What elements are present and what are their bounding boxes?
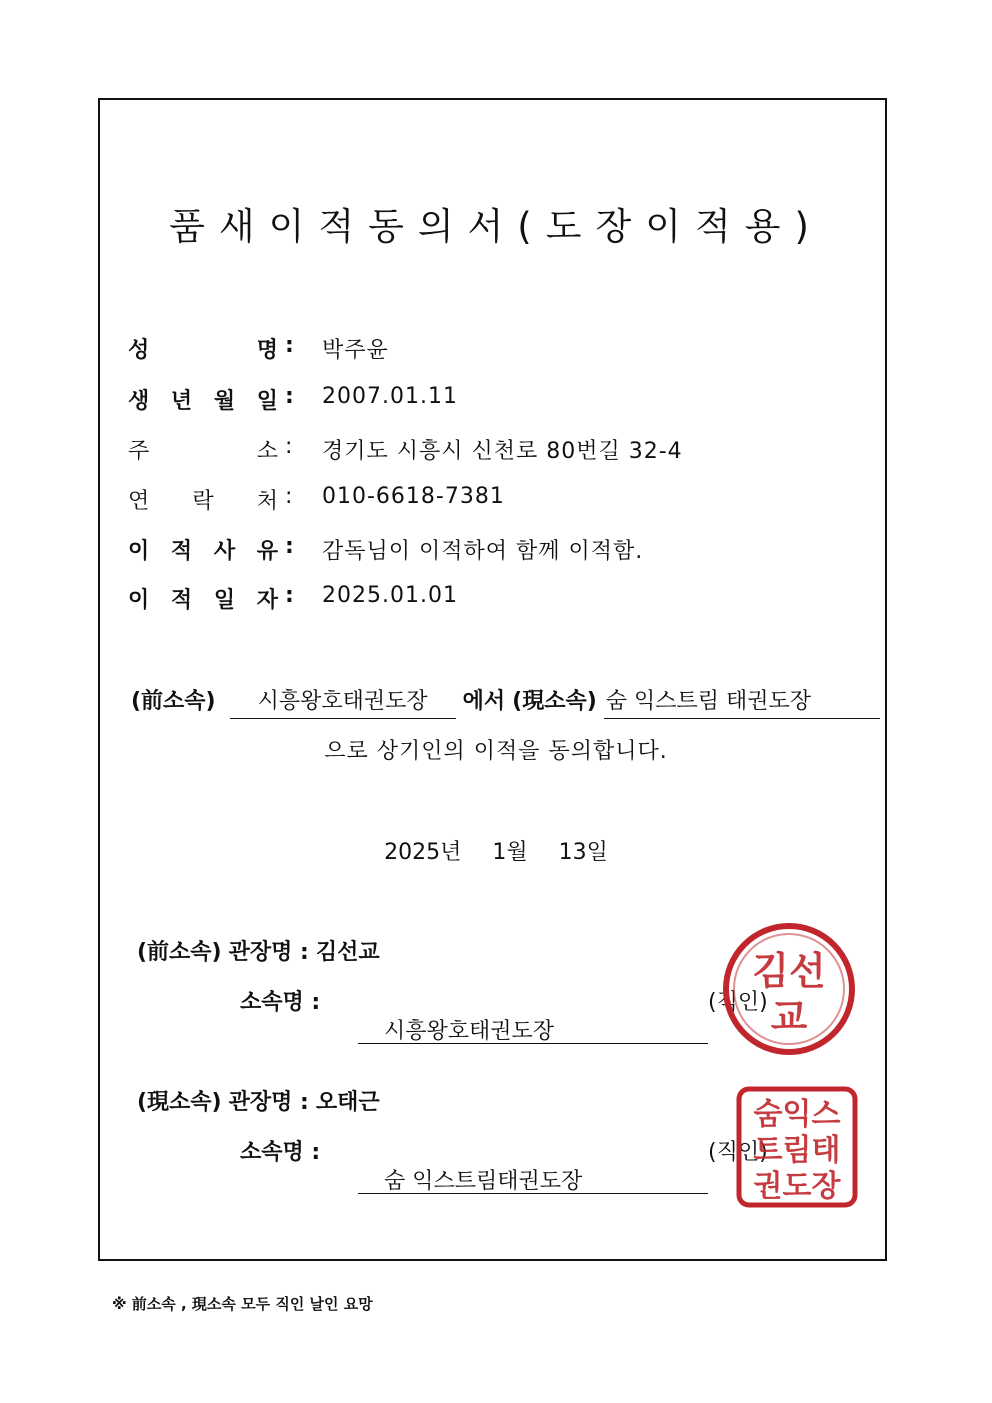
info-label-char: 사 <box>213 539 236 564</box>
info-label <box>128 333 278 364</box>
curr-head-row <box>137 1085 380 1116</box>
document-date <box>0 835 992 866</box>
date-year: 2025년 <box>384 840 462 865</box>
info-label-char: 유 <box>256 539 278 564</box>
info-label-char: 적 <box>170 539 193 564</box>
info-label-char: 락 <box>192 489 214 514</box>
prev-org-value: 시흥왕호태권도장 <box>384 1019 555 1044</box>
info-colon: : <box>285 534 294 559</box>
info-label <box>128 484 278 515</box>
info-colon: : <box>285 333 294 358</box>
prev-org-label: 소속명 : <box>240 990 321 1015</box>
curr-head-label: 관장명 : <box>228 1090 309 1115</box>
curr-org-value: 숨 익스트림태권도장 <box>384 1169 583 1194</box>
info-label-char: 연 <box>128 489 150 514</box>
document-title: 품새이적동의서(도장이적용) <box>169 205 823 248</box>
info-value: 2007.01.11 <box>322 384 458 409</box>
info-label <box>128 583 278 614</box>
info-label-char: 성 <box>128 338 150 363</box>
info-value: 박주윤 <box>322 338 389 363</box>
info-label-char: 일 <box>256 389 278 414</box>
curr-stamp-line-1: 숨익스 <box>753 1097 841 1132</box>
info-label-char: 적 <box>170 588 193 613</box>
info-label <box>128 534 278 565</box>
prev-seal-stamp-icon <box>722 922 856 1056</box>
info-label-char: 주 <box>128 439 150 464</box>
curr-stamp-line-3: 권도장 <box>753 1169 841 1204</box>
prev-affiliation-name: 시흥왕호태권도장 <box>230 689 456 719</box>
info-label <box>128 434 278 465</box>
date-month: 1월 <box>492 840 528 865</box>
info-value: 경기도 시흥시 신천로 80번길 32-4 <box>322 439 683 464</box>
curr-seal-label: (직인) <box>708 1140 768 1165</box>
info-label <box>128 384 278 415</box>
info-label-char: 일 <box>213 588 236 613</box>
info-label-char: 자 <box>256 588 278 613</box>
prev-stamp-line-2: 교 <box>770 995 808 1039</box>
info-value: 010-6618-7381 <box>322 484 505 509</box>
prev-head-value: 김선교 <box>315 940 380 965</box>
info-label-char: 이 <box>128 539 150 564</box>
info-label-char: 명 <box>256 338 278 363</box>
date-day: 13일 <box>558 840 608 865</box>
info-value: 감독님이 이적하여 함께 이적함. <box>322 539 644 564</box>
curr-stamp-line-2: 트림태 <box>753 1133 841 1168</box>
agreement-text: 으로 상기인의 이적을 동의합니다. <box>324 739 668 764</box>
curr-affiliation-name: 숨 익스트림 태권도장 <box>604 689 880 719</box>
info-colon: : <box>285 384 294 409</box>
prev-head-row <box>137 935 380 966</box>
prev-affiliation-prefix: (前소속) <box>131 689 216 714</box>
curr-org-row <box>240 1135 768 1194</box>
prev-sign-prefix: (前소속) <box>137 940 222 965</box>
info-label-char: 처 <box>256 489 278 514</box>
prev-org-row <box>240 985 768 1044</box>
curr-sign-prefix: (現소속) <box>137 1090 222 1115</box>
prev-stamp-line-1: 김선 <box>752 949 826 993</box>
info-label-char: 년 <box>170 389 193 414</box>
curr-org-label: 소속명 : <box>240 1140 321 1165</box>
info-label-char: 월 <box>213 389 236 414</box>
info-label-char: 이 <box>128 588 150 613</box>
info-label-char: 생 <box>128 389 150 414</box>
curr-head-value: 오태근 <box>315 1090 380 1115</box>
prev-seal-label: (직인) <box>708 990 768 1015</box>
info-colon: : <box>285 484 293 509</box>
affiliation-statement <box>131 684 880 719</box>
prev-head-label: 관장명 : <box>228 940 309 965</box>
footer-note: ※ 前소속 , 現소속 모두 직인 날인 요망 <box>112 1295 373 1313</box>
curr-org-field <box>358 1166 708 1194</box>
info-label-char: 소 <box>256 439 278 464</box>
prev-org-field <box>358 1016 708 1044</box>
info-colon: : <box>285 434 293 459</box>
curr-affiliation-prefix: (現소속) <box>512 689 597 714</box>
info-colon: : <box>285 583 294 608</box>
curr-seal-stamp-icon <box>736 1086 858 1208</box>
affiliation-connector: 에서 <box>462 689 506 714</box>
info-value: 2025.01.01 <box>322 583 458 608</box>
